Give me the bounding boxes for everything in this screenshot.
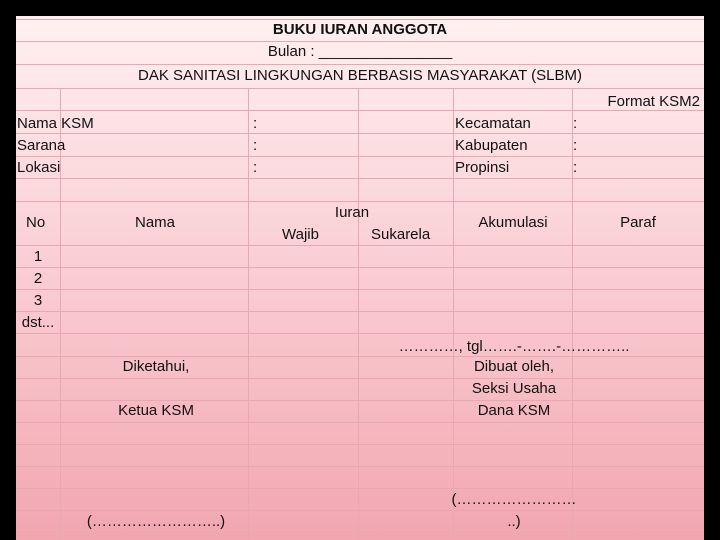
row-number: 3 <box>33 292 43 309</box>
colon-nama-ksm: : <box>253 115 258 132</box>
signature-known-label: Diketahui, <box>122 358 190 375</box>
document-sheet <box>16 16 704 540</box>
signature-section: Seksi Usaha <box>471 380 557 397</box>
column-header-sukarela: Sukarela <box>371 226 431 243</box>
label-nama-ksm: Nama KSM <box>17 115 94 132</box>
label-kecamatan: Kecamatan <box>455 115 531 132</box>
signature-left-role: Ketua KSM <box>118 402 194 419</box>
column-header-paraf: Paraf <box>620 214 656 231</box>
column-header-iuran: Iuran <box>334 204 370 221</box>
colon-sarana: : <box>253 137 258 154</box>
document-subtitle: DAK SANITASI LINGKUNGAN BERBASIS MASYARAKAT (SLBM) <box>138 67 582 84</box>
table-grid-lines <box>16 16 704 540</box>
label-lokasi: Lokasi <box>17 159 61 176</box>
column-header-no: No <box>26 214 46 231</box>
signature-right-role: Dana KSM <box>477 402 551 419</box>
row-number: dst... <box>21 314 55 331</box>
row-number: 1 <box>33 248 43 265</box>
month-label: Bulan : ________________ <box>267 43 453 60</box>
signature-place-date: …………, tgl…….-…….-………….. <box>398 338 630 355</box>
colon-lokasi: : <box>253 159 258 176</box>
row-number: 2 <box>33 270 43 287</box>
column-header-wajib: Wajib <box>282 226 319 243</box>
signature-right-name-line: (…………………… <box>451 491 577 508</box>
format-code: Format KSM2 <box>607 93 700 110</box>
column-header-nama: Nama <box>134 214 176 231</box>
colon-propinsi: : <box>573 159 578 176</box>
label-propinsi: Propinsi <box>455 159 510 176</box>
signature-made-by: Dibuat oleh, <box>473 358 555 375</box>
label-sarana: Sarana <box>17 137 66 154</box>
document-title: BUKU IURAN ANGGOTA <box>272 21 448 38</box>
signature-right-name-end: ..) <box>507 513 521 530</box>
colon-kabupaten: : <box>573 137 578 154</box>
colon-kecamatan: : <box>573 115 578 132</box>
label-kabupaten: Kabupaten <box>455 137 528 154</box>
column-header-akumulasi: Akumulasi <box>478 214 548 231</box>
signature-left-name-line: (……………………..) <box>86 513 226 530</box>
